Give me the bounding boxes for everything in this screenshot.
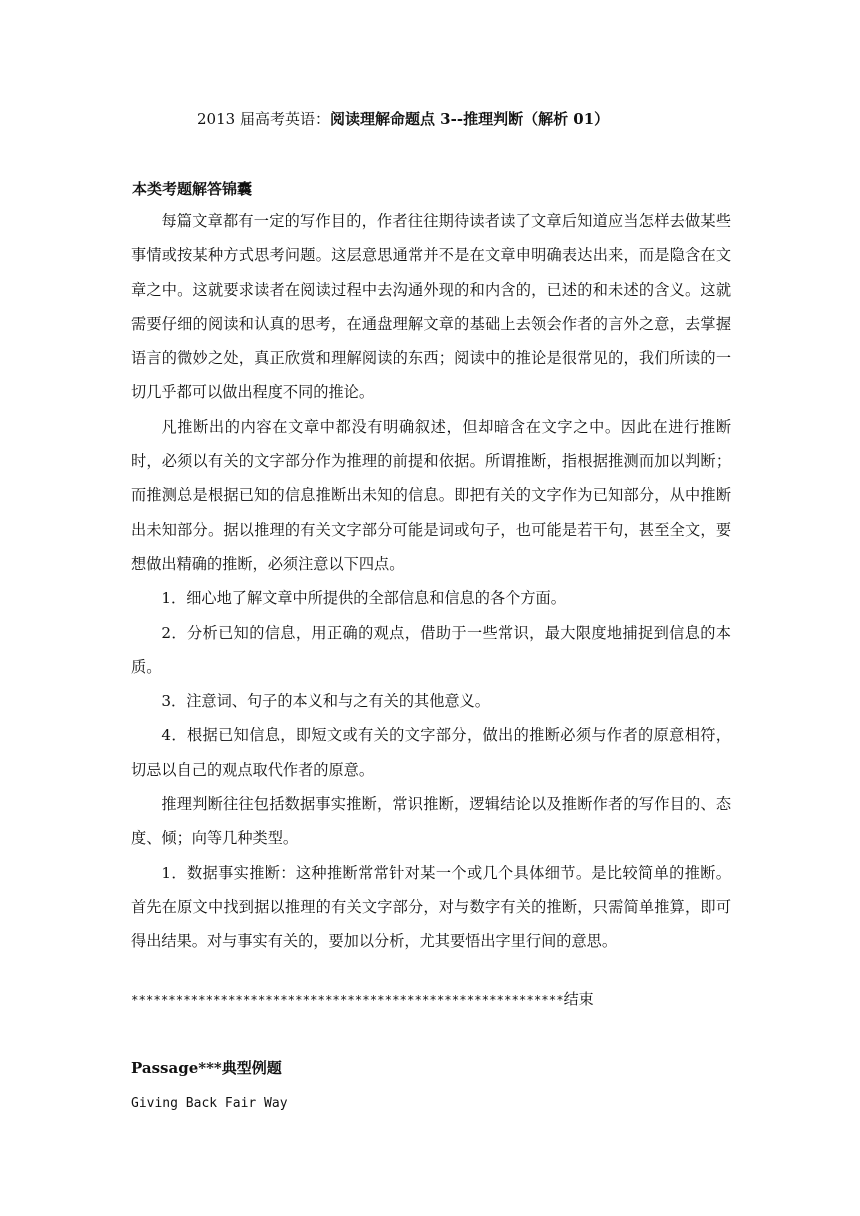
list-item: 2．分析已知的信息，用正确的观点，借助于一些常识，最大限度地捕捉到信息的本质。 <box>131 623 731 676</box>
paragraph: 1．数据事实推断：这种推断常常针对某一个或几个具体细节。是比较简单的推断。首先在原文中找到据以推理的有关文字部分，对与数字有关的推断，只需简单推算，即可得出结果。对与事实有关的，要加以分析，尤其要悟出字里行间的意思。 <box>131 863 731 951</box>
list-item: 4．根据已知信息，即短文或有关的文字部分，做出的推断必须与作者的原意相符，切忌以自己的观点取代作者的原意。 <box>131 726 731 779</box>
star-divider: ********************************************************** <box>131 992 564 1007</box>
end-divider <box>131 988 594 1011</box>
paragraph: 每篇文章都有一定的写作目的，作者往往期待读者读了文章后知道应当怎样去做某些事情或按某种方式思考问题。这层意思通常并不是在文章申明确表达出来，而是隐含在文章之中。这就要求读者在阅读过程中去沟通外现的和内含的，已述的和未述的含义。这就需要仔细的阅读和认真的思考，在通盘理解文章的基础上去领会作者的言外之意，去掌握语言的微妙之处，真正欣赏和理解阅读的东西；阅读中的推论是很常见的，我们所读的一切几乎都可以做出程度不同的推论。 <box>131 212 731 402</box>
paragraph: 凡推断出的内容在文章中都没有明确叙述，但却暗含在文字之中。因此在进行推断时，必须以有关的文字部分作为推理的前提和依据。所谓推断，指根据推测而加以判断；而推测总是根据已知的信息推断出未知的信息。即把有关的文字作为已知部分，从中推断出未知部分。据以推理的有关文字部分可能是词或句子，也可能是若干句，甚至全文，要想做出精确的推断，必须注意以下四点。 <box>131 417 731 573</box>
list-item: 3．注意词、句子的本义和与之有关的其他意义。 <box>161 692 490 711</box>
title-prefix: 2013 届高考英语： <box>197 110 330 128</box>
section-heading: 本类考题解答锦囊 <box>132 180 253 198</box>
paragraph: 推理判断往往包括数据事实推断，常识推断，逻辑结论以及推断作者的写作目的、态度、倾；向等几种类型。 <box>131 795 731 848</box>
passage-heading: Passage***典型例题 <box>131 1059 282 1077</box>
body-text <box>131 204 731 959</box>
list-item: 1．细心地了解文章中所提供的全部信息和信息的各个方面。 <box>161 589 566 608</box>
end-label: 结束 <box>563 990 594 1008</box>
passage-title: Giving Back Fair Way <box>131 1096 288 1111</box>
document-title <box>197 108 609 130</box>
title-main: 阅读理解命题点 3--推理判断（解析 01） <box>329 110 610 128</box>
